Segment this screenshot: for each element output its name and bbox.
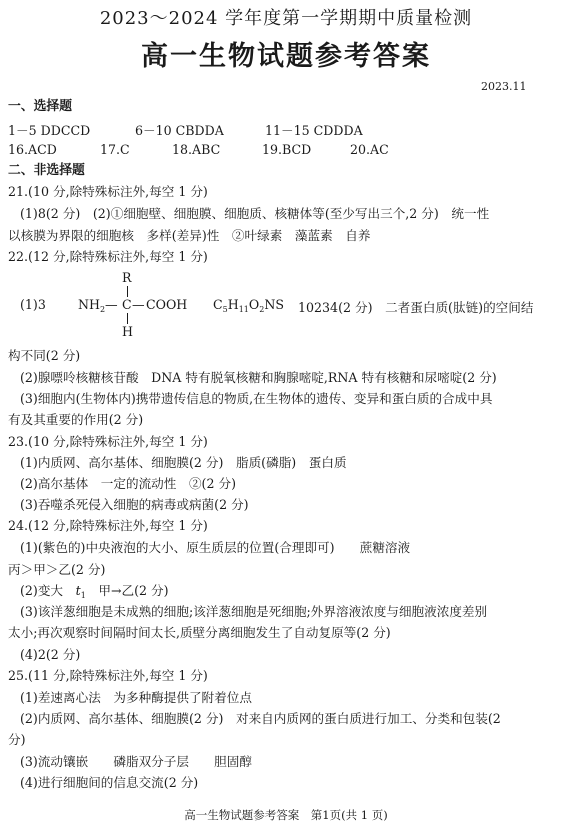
mcq-answer-11-15: 11－15 CDDDA — [265, 123, 363, 138]
q25-answer-line: (1)差速离心法 为多种酶提供了附着位点 — [20, 690, 252, 705]
section1-heading: 一、选择题 — [8, 99, 72, 114]
structure-bond-top — [127, 286, 128, 297]
q24-heading: 24.(12 分,除特殊标注外,每空 1 分) — [8, 518, 208, 533]
mcq-answer-6-10: 6－10 CBDDA — [135, 123, 224, 138]
q25-answer-line: 分) — [8, 732, 26, 747]
q22-answer-line: (3)细胞内(生物体内)携带遗传信息的物质,在生物体的遗传、变异和蛋白质的合成中具 — [20, 391, 493, 406]
q22-heading: 22.(12 分,除特殊标注外,每空 1 分) — [8, 249, 208, 264]
exam-title: 2023～2024 学年度第一学期期中质量检测 — [99, 8, 473, 29]
q24-answer-line: (3)该洋葱细胞是未成熟的细胞;该洋葱细胞是死细胞;外界溶液浓度与细胞液浓度差别 — [20, 604, 488, 619]
q23-answer-line: (2)高尔基体 一定的流动性 ②(2 分) — [20, 476, 236, 491]
mcq-answer-19: 19.BCD — [262, 142, 312, 157]
date: 2023.11 — [481, 80, 527, 93]
q25-answer-line: (3)流动镶嵌 磷脂双分子层 胆固醇 — [20, 754, 252, 769]
q23-answer-line: (3)吞噬杀死侵入细胞的病毒或病菌(2 分) — [20, 497, 249, 512]
structure-amino-group: $NH_2$ — [78, 297, 106, 314]
q22-answer-line: 10234(2 分) 二者蛋白质(肽链)的空间结 — [298, 300, 534, 315]
q24-answer-line: (2)变大 $t_1$ 甲→乙(2 分) — [20, 583, 169, 600]
q25-answer-line: (2)内质网、高尔基体、细胞膜(2 分) 对来自内质网的蛋白质进行加工、分类和包装(2 — [20, 711, 501, 726]
q24-answer-line: (4)2(2 分) — [20, 647, 81, 662]
structure-bond-left: — — [105, 297, 118, 312]
mcq-answer-18: 18.ABC — [172, 142, 221, 157]
mcq-answer-20: 20.AC — [350, 142, 389, 157]
page-footer: 高一生物试题参考答案 第1页(共 1 页) — [184, 808, 388, 822]
q25-answer-line: (4)进行细胞间的信息交流(2 分) — [20, 775, 199, 790]
structure-r-group: R — [122, 270, 132, 285]
q24-answer-line: 丙＞甲＞乙(2 分) — [8, 562, 106, 577]
q22-answer-line: 构不同(2 分) — [8, 348, 81, 363]
structure-alpha-carbon: C — [122, 297, 132, 312]
q21-answer-line: (1)8(2 分) (2)①细胞壁、细胞膜、细胞质、核糖体等(至少写出三个,2 分) 统一性 — [20, 206, 490, 221]
section2-heading: 二、非选择题 — [8, 163, 85, 178]
q22-answer-line: 有及其重要的作用(2 分) — [8, 412, 144, 427]
q24-answer-line: 太小;再次观察时间隔时间太长,质壁分离细胞发生了自动复原等(2 分) — [8, 625, 391, 640]
mcq-answer-17: 17.C — [100, 142, 130, 157]
q23-answer-line: (1)内质网、高尔基体、细胞膜(2 分) 脂质(磷脂) 蛋白质 — [20, 455, 347, 470]
q22-part1-number: (1)3 — [20, 297, 46, 312]
mcq-answer-1-5: 1－5 DDCCD — [8, 123, 91, 138]
structure-hydrogen: H — [122, 324, 133, 339]
structure-carboxyl-group: COOH — [146, 297, 188, 312]
q21-answer-line: 以核膜为界限的细胞核 多样(差异)性 ②叶绿素 藻蓝素 自养 — [8, 228, 371, 243]
main-title: 高一生物试题参考答案 — [141, 41, 431, 72]
structure-bond-bottom — [127, 313, 128, 324]
structure-bond-right: — — [132, 297, 145, 312]
q22-answer-line: (2)腺嘌呤核糖核苷酸 DNA 特有脱氧核糖和胸腺嘧啶,RNA 特有核糖和尿嘧啶(2 分) — [20, 370, 497, 385]
q24-answer-line: (1)(紫色的)中央液泡的大小、原生质层的位置(合理即可) 蔗糖溶液 — [20, 540, 411, 555]
q25-heading: 25.(11 分,除特殊标注外,每空 1 分) — [8, 668, 208, 683]
q23-heading: 23.(10 分,除特殊标注外,每空 1 分) — [8, 434, 208, 449]
molecular-formula: $C_5H_{11}O_2NS$ — [213, 297, 284, 314]
mcq-answer-16: 16.ACD — [8, 142, 57, 157]
q21-heading: 21.(10 分,除特殊标注外,每空 1 分) — [8, 184, 208, 199]
